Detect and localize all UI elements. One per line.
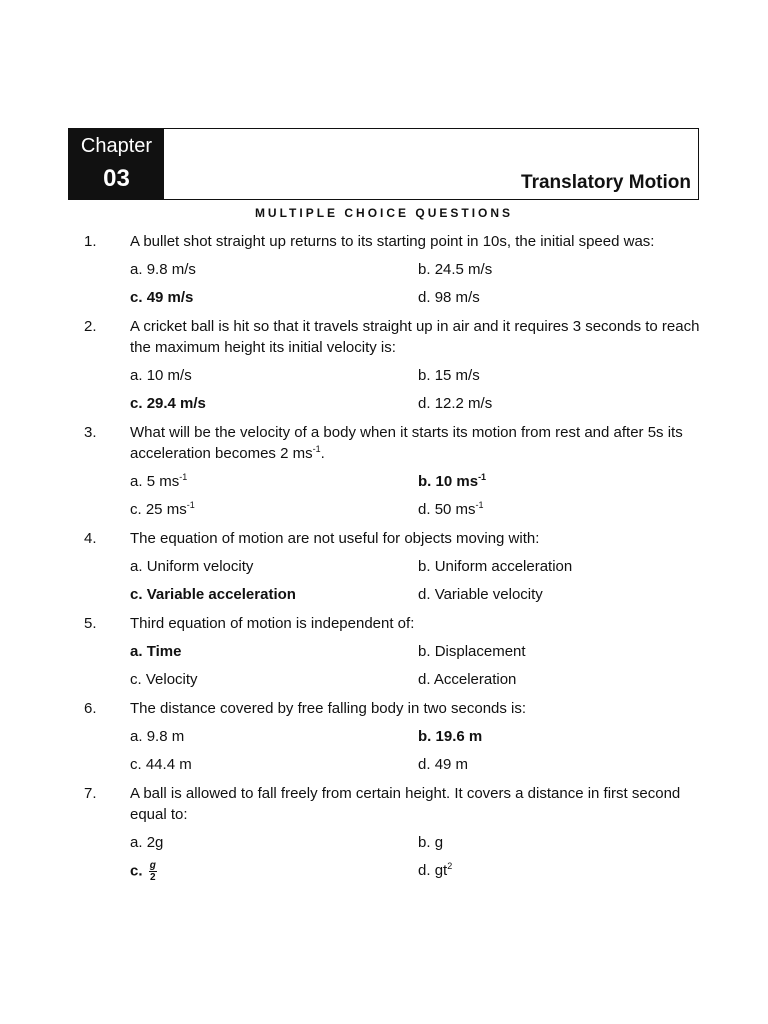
- answer-option: [418, 365, 706, 386]
- option-prefix: a.: [130, 473, 143, 490]
- answer-options: [130, 471, 704, 520]
- answer-option: [418, 669, 706, 690]
- chapter-badge: [69, 129, 164, 199]
- option-prefix: d.: [418, 671, 431, 688]
- option-prefix: d.: [418, 289, 431, 306]
- option-superscript: -1: [478, 472, 487, 482]
- answer-options: [130, 726, 704, 775]
- question-row: [84, 783, 704, 825]
- option-prefix: d.: [418, 586, 431, 603]
- question-row: [84, 316, 704, 358]
- question-text-main: The distance covered by free falling body in two seconds is:: [130, 700, 527, 717]
- question-text-main: A bullet shot straight up returns to its starting point in 10s, the initial speed was:: [130, 233, 655, 250]
- option-text: 50 ms: [434, 501, 476, 518]
- option-prefix: b.: [418, 367, 431, 384]
- question-item: [84, 316, 704, 414]
- option-text: 49 m/s: [146, 289, 194, 306]
- question-row: [84, 422, 704, 464]
- question-text: [130, 613, 704, 634]
- option-prefix: a.: [130, 558, 143, 575]
- option-prefix: c.: [130, 289, 143, 306]
- question-row: [84, 698, 704, 719]
- question-number: 1.: [84, 233, 97, 250]
- answer-option-correct: [130, 287, 418, 308]
- question-item: [84, 783, 704, 883]
- option-prefix: b.: [418, 728, 432, 745]
- question-item: [84, 231, 704, 308]
- option-prefix: b.: [418, 643, 431, 660]
- question-text: [130, 316, 704, 358]
- option-prefix: b.: [418, 834, 431, 851]
- answer-option: [418, 754, 706, 775]
- answer-option: [418, 556, 706, 577]
- option-text: 5 ms: [146, 473, 180, 490]
- answer-options: [130, 832, 704, 883]
- answer-option: [418, 259, 706, 280]
- answer-option: [130, 499, 418, 520]
- option-text: Velocity: [145, 671, 198, 688]
- option-text: 29.4 m/s: [146, 395, 206, 412]
- answer-option-correct: [418, 471, 706, 492]
- question-text-tail: .: [320, 445, 325, 462]
- option-prefix: c.: [130, 671, 142, 688]
- question-number: 3.: [84, 424, 97, 441]
- option-prefix: b.: [418, 261, 431, 278]
- option-prefix: a.: [130, 643, 143, 660]
- question-number: 5.: [84, 615, 97, 632]
- question-item: [84, 528, 704, 605]
- option-text: gt: [434, 862, 448, 879]
- question-row: [84, 528, 704, 549]
- answer-option: [130, 754, 418, 775]
- option-prefix: c.: [130, 501, 142, 518]
- answer-option: [130, 471, 418, 492]
- option-text: 19.6 m: [435, 728, 483, 745]
- answer-option-correct: [130, 860, 418, 883]
- answer-options: [130, 556, 704, 605]
- option-text: 10 m/s: [146, 367, 192, 384]
- answer-option: [418, 287, 706, 308]
- question-text-main: The equation of motion are not useful for objects moving with:: [130, 530, 540, 547]
- option-text: 25 ms: [145, 501, 187, 518]
- question-text-main: A cricket ball is hit so that it travels straight up in air and it requires 3 seconds to reach the maximum height its initial velocity is:: [130, 318, 700, 356]
- option-prefix: b.: [418, 558, 431, 575]
- question-number: 7.: [84, 785, 97, 802]
- option-prefix: a.: [130, 834, 143, 851]
- option-text: Variable acceleration: [146, 586, 296, 603]
- answer-option: [418, 584, 706, 605]
- question-text-main: A ball is allowed to fall freely from certain height. It covers a distance in first second equal to:: [130, 785, 681, 823]
- option-superscript: -1: [179, 472, 188, 482]
- option-prefix: a.: [130, 261, 143, 278]
- option-prefix: c.: [130, 756, 142, 773]
- option-text: g: [434, 834, 444, 851]
- option-text: Displacement: [434, 643, 526, 660]
- option-prefix: c.: [130, 395, 143, 412]
- question-row: [84, 231, 704, 252]
- question-number: 2.: [84, 318, 97, 335]
- option-superscript: -1: [186, 500, 195, 510]
- option-superscript: 2: [447, 861, 453, 871]
- answer-option: [418, 499, 706, 520]
- option-prefix: d.: [418, 395, 431, 412]
- question-text-main: Third equation of motion is independent of:: [130, 615, 415, 632]
- answer-options: [130, 365, 704, 414]
- option-prefix: c.: [130, 586, 143, 603]
- answer-option: [418, 860, 706, 883]
- answer-option: [130, 556, 418, 577]
- answer-option: [130, 726, 418, 747]
- option-text: 49 m: [434, 756, 469, 773]
- option-text: 98 m/s: [434, 289, 480, 306]
- question-text-main: What will be the velocity of a body when it starts its motion from rest and after 5s its acceleration becomes 2 ms: [130, 424, 683, 462]
- question-text: [130, 783, 704, 825]
- chapter-header: [68, 128, 699, 200]
- option-text: 2g: [146, 834, 164, 851]
- answer-option: [130, 669, 418, 690]
- option-text: 44.4 m: [145, 756, 192, 773]
- question-text: [130, 231, 704, 252]
- option-text: 12.2 m/s: [434, 395, 493, 412]
- chapter-title: Translatory Motion: [521, 172, 691, 193]
- answer-option: [130, 365, 418, 386]
- question-number: 6.: [84, 700, 97, 717]
- question-list: [84, 231, 704, 891]
- answer-option-correct: [130, 393, 418, 414]
- option-text: Uniform acceleration: [434, 558, 573, 575]
- option-text: Acceleration: [433, 671, 517, 688]
- answer-option: [418, 393, 706, 414]
- question-item: [84, 422, 704, 520]
- answer-option-correct: [418, 726, 706, 747]
- option-text: Variable velocity: [434, 586, 543, 603]
- option-prefix: c.: [130, 862, 143, 880]
- option-superscript: -1: [475, 500, 484, 510]
- chapter-number: 03: [103, 165, 130, 192]
- answer-options: [130, 641, 704, 690]
- answer-option: [130, 832, 418, 853]
- option-text: 9.8 m: [146, 728, 185, 745]
- option-prefix: b.: [418, 473, 432, 490]
- section-heading: MULTIPLE CHOICE QUESTIONS: [254, 206, 514, 220]
- answer-option-correct: [130, 641, 418, 662]
- option-prefix: d.: [418, 862, 431, 879]
- answer-option: [130, 259, 418, 280]
- fraction: [149, 860, 157, 883]
- answer-option: [418, 641, 706, 662]
- question-item: [84, 613, 704, 690]
- chapter-label: Chapter: [80, 135, 153, 157]
- fraction-numerator: g: [149, 860, 156, 871]
- option-text: 9.8 m/s: [146, 261, 196, 278]
- question-row: [84, 613, 704, 634]
- option-prefix: a.: [130, 728, 143, 745]
- fraction-denominator: 2: [149, 872, 156, 883]
- option-text: Uniform velocity: [146, 558, 254, 575]
- option-text: 24.5 m/s: [434, 261, 493, 278]
- question-text: [130, 528, 704, 549]
- answer-option: [418, 832, 706, 853]
- question-text-superscript: -1: [312, 444, 321, 454]
- answer-options: [130, 259, 704, 308]
- option-prefix: a.: [130, 367, 143, 384]
- question-item: [84, 698, 704, 775]
- option-prefix: d.: [418, 756, 431, 773]
- question-number: 4.: [84, 530, 97, 547]
- option-text: 15 m/s: [434, 367, 480, 384]
- option-text: 10 ms: [435, 473, 479, 490]
- question-text: [130, 698, 704, 719]
- option-text: Time: [146, 643, 182, 660]
- option-prefix: d.: [418, 501, 431, 518]
- question-text: [130, 422, 704, 464]
- answer-option-correct: [130, 584, 418, 605]
